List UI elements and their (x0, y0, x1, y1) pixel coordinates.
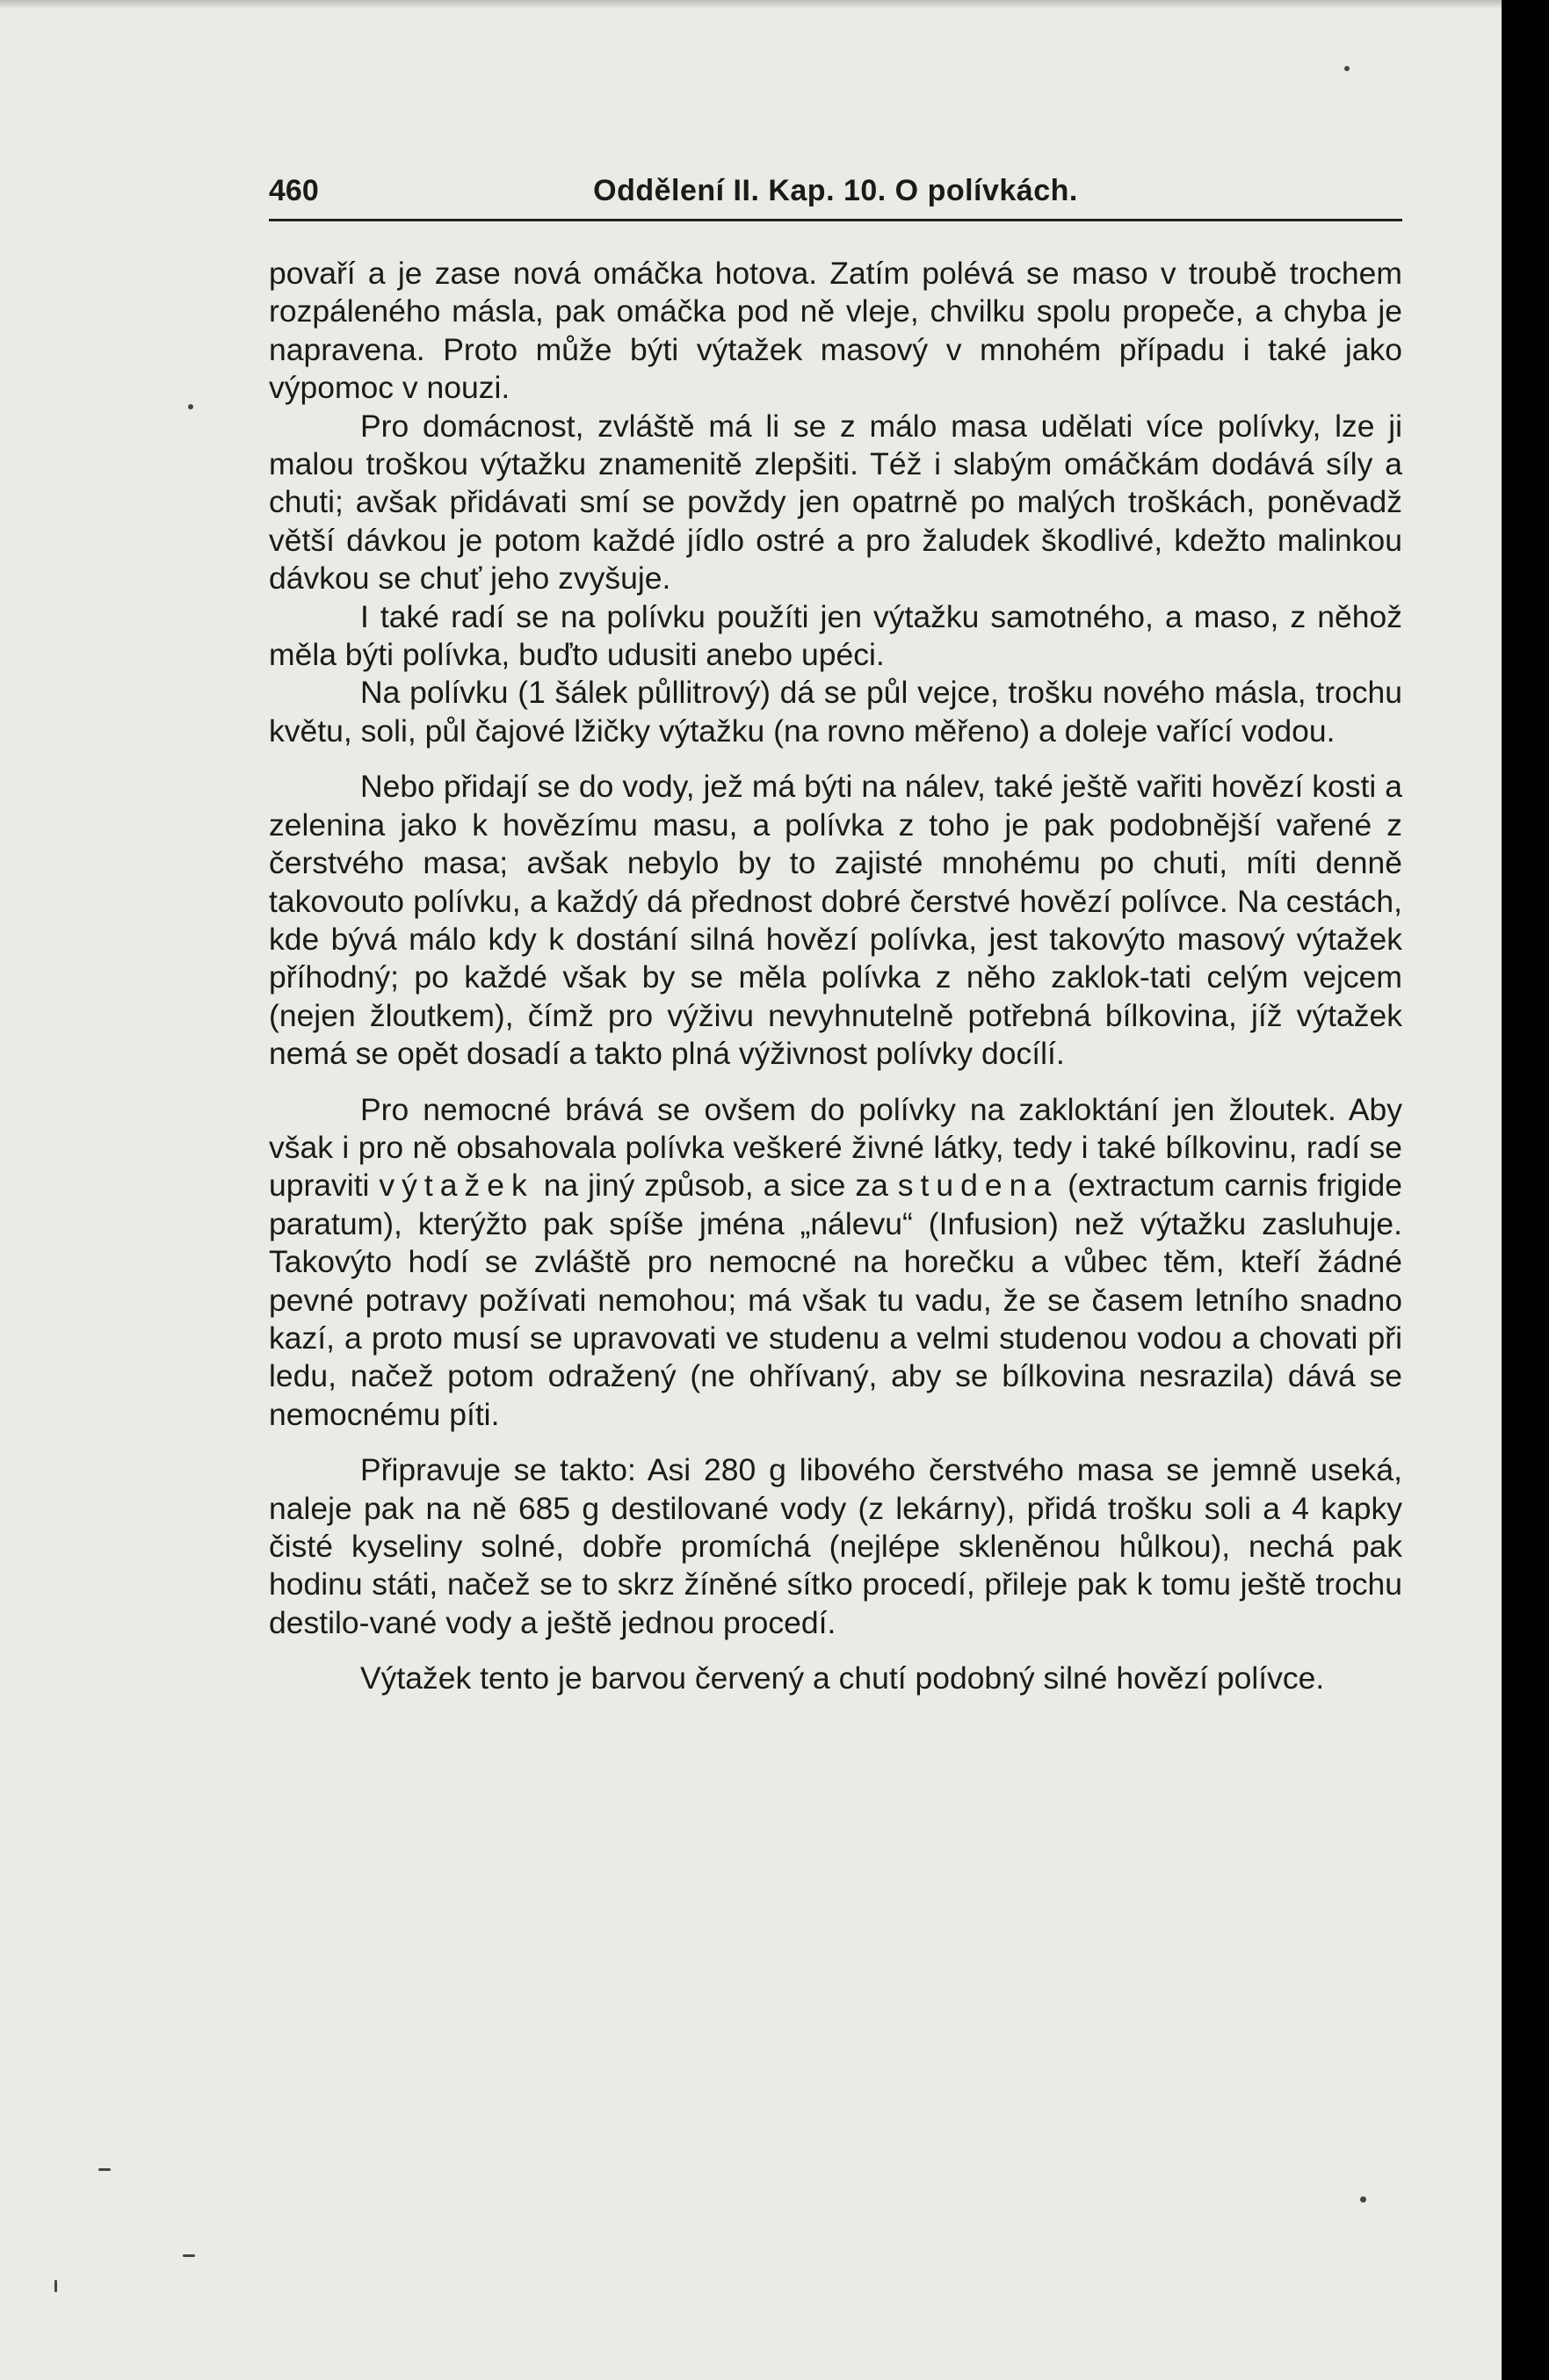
paragraph: Výtažek tento je barvou červený a chutí podobný silné hovězí polívce. (360, 1660, 1325, 1696)
scan-speck (1344, 66, 1350, 71)
paragraph-continued: povaří a je zase nová omáčka hotova. Zatím polévá se maso v troubě trochem rozpáleného másla, pak omáčka pod ně vleje, chvilku spolu propeče, a chyba je napravena. Proto může býti výtažek masový v mnohém případu i také jako výpomoc v nouzi. (269, 256, 1402, 406)
scan-speck (1360, 2196, 1366, 2203)
page-number: 460 (269, 174, 319, 207)
scan-speck (98, 2168, 111, 2171)
paragraph: Pro domácnost, zvláště má li se z málo masa udělati více polívky, lze ji malou troškou výtažku znamenitě zlepšiti. Též i slabým omáčkám dodává síly a chuti; avšak přidávati smí se povždy jen opatrně po malých troškách, poněvadž větší dávkou je potom každé jídlo ostré a pro žaludek škodlivé, kdežto malinkou dávkou se chuť jeho zvyšuje. (269, 408, 1402, 597)
page-header (269, 174, 1402, 221)
scan-speck (183, 2254, 195, 2257)
scan-shadow-top (0, 0, 1502, 9)
paragraph-text: Pro nemocné brává se ovšem do polívky na zakloktání jen žloutek. Aby však i pro ně obsahovala polívka veškeré živné látky, tedy i také bílkovinu, radí se upraviti (269, 1091, 1402, 1204)
paragraph: I také radí se na polívku použíti jen výtažku samotného, a maso, z něhož měla býti polívka, buďto udusiti anebo upéci. (269, 598, 1402, 673)
paragraph: Připravuje se takto: Asi 280 g libového čerstvého masa se jemně useká, naleje pak na ně 685 g destilované vody (z lekárny), přidá trošku soli a 4 kapky čisté kyseliny solné, dobře promíchá (nejlépe skleněnou hůlkou), nechá pak hodinu státi, načež se to skrz žíněné sítko procedí, přileje pak k tomu ještě trochu destilo-vané vody a ještě jednou procedí. (269, 1452, 1402, 1640)
spaced-emphasis: výtažek (379, 1168, 534, 1204)
paragraph: Na polívku (1 šálek půllitrový) dá se půl vejce, trošku nového másla, trochu květu, soli, půl čajové lžičky výtažku (na rovno měřeno) a doleje vařící vodou. (269, 675, 1402, 749)
scan-speck (188, 404, 193, 409)
scan-speck (54, 2280, 57, 2292)
book-page (269, 174, 1402, 1698)
body-text (269, 255, 1402, 1698)
paragraph-text: na jiný způsob, a sice za (533, 1168, 898, 1204)
paragraph (269, 1091, 1402, 1435)
paragraph: Nebo přidají se do vody, jež má býti na nálev, také ještě vařiti hovězí kosti a zelenina jako k hovězímu masu, a polívka z toho je pak podobnější vařené z čerstvého masa; avšak nebylo by to zajisté mnohému po chuti, míti denně takovouto polívku, a každý dá přednost dobré čerstvé hovězí polívce. Na cestách, kde bývá málo kdy k dostání silná hovězí polívka, jest takovýto masový výtažek příhodný; po každé však by se měla polívka z něho zaklok-tati celým vejcem (nejen žloutkem), čímž pro výživu nevyhnutelně potřebná bílkovina, jíž výtažek nemá se opět dosadí a takto plná výživnost polívky docílí. (269, 769, 1402, 1072)
paragraph-text: (extractum carnis frigide paratum), kterýžto pak spíše jména „nálevu“ (Infusion) než výtažku zasluhuje. Takovýto hodí se zvláště pro nemocné na horečku a vůbec těm, kteří žádné pevné potravy požívati nemohou; má však tu vadu, že se časem letního snadno kazí, a proto musí se upravovati ve studenu a velmi studenou vodou a chovati při ledu, načež potom odražený (ne ohřívaný, aby se bílkovina nesrazila) dává se nemocnému píti. (269, 1168, 1402, 1432)
spaced-emphasis: studena (897, 1168, 1059, 1204)
scan-border-right (1502, 0, 1549, 2380)
running-head: Oddělení II. Kap. 10. O polívkách. (593, 174, 1078, 207)
